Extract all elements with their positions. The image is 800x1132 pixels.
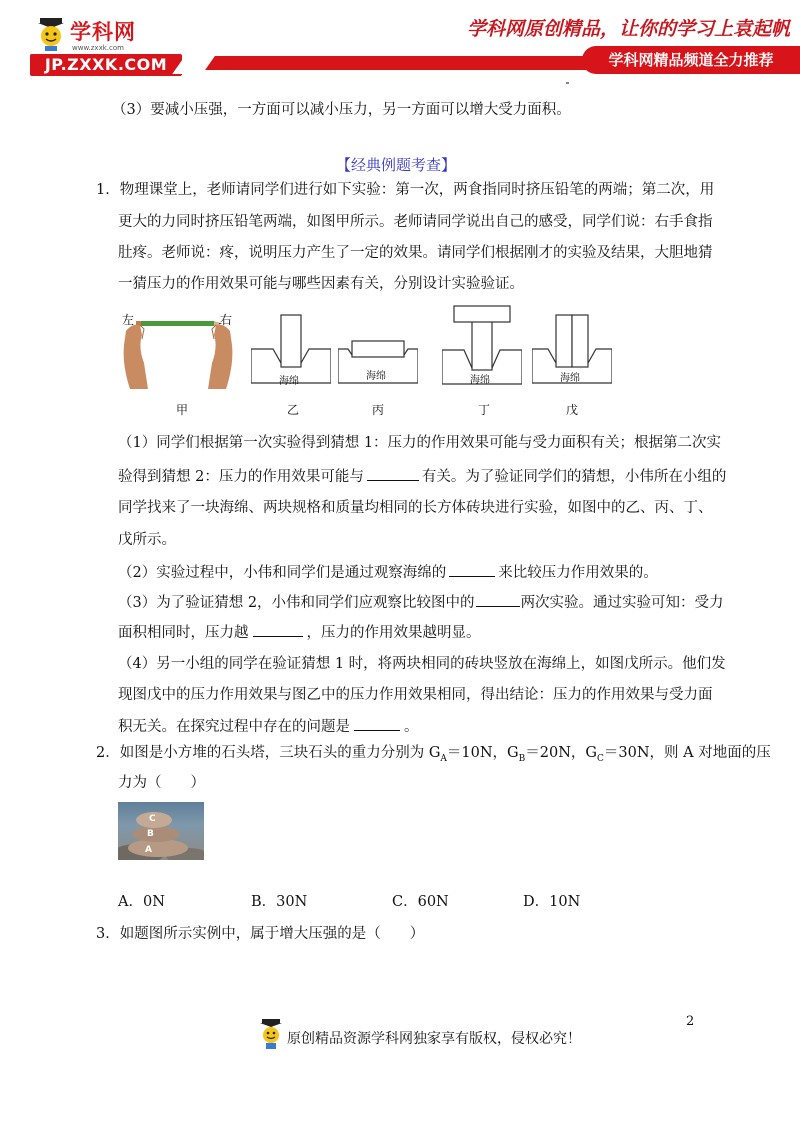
left-label: 左: [122, 313, 135, 327]
copyright-text: 原创精品资源学科网独家享有版权，侵权必究！: [287, 1031, 581, 1047]
stone-label-a: A: [145, 845, 152, 855]
caption-wu: 戊: [566, 403, 579, 417]
page-header: [0, 0, 800, 80]
q1-sub3-line-a: （3）为了验证猜想 2，小伟和同学们应观察比较图中的 两次实验。通过实验可知：受力: [118, 595, 724, 611]
answer-blank-5[interactable]: [354, 719, 400, 731]
stone-label-b: B: [147, 829, 154, 839]
q1-sub4-line-a: （4）另一小组的同学在验证猜想 1 时，将两块相同的砖块竖放在海绵上，如图戊所示。他们发: [118, 656, 726, 672]
q2-line-1: 2．如图是小方堆的石头塔，三块石头的重力分别为 $G_A=10N$，$G_B=20N$，$G_C=30N$，则 A 对地面的压: [96, 745, 771, 764]
sponge-label-wu: 海绵: [560, 373, 580, 384]
page-footer: [255, 1018, 615, 1052]
header-tag: 学科网精品频道全力推荐: [582, 46, 800, 74]
page-number: 2: [686, 1014, 695, 1029]
figure-jia: [118, 305, 238, 395]
q1-line-2: 更大的力同时挤压铅笔两端，如图甲所示。老师请同学说出自己的感受，同学们说：右手食指: [118, 214, 713, 230]
stone-label-c: C: [149, 814, 156, 824]
answer-blank-1[interactable]: [367, 469, 419, 481]
caption-yi: 乙: [287, 403, 300, 417]
q1-sub2-line: （2）实验过程中，小伟和同学们是通过观察海绵的 来比较压力作用效果的。: [118, 565, 658, 581]
right-label: 右: [220, 313, 233, 327]
q1-line-4: 一猜压力的作用效果可能与哪些因素有关，分别设计实验验证。: [118, 276, 524, 292]
zxxk-logo[interactable]: [30, 14, 190, 74]
q1-line-1: 1．物理课堂上，老师请同学们进行如下实验：第一次，两食指同时挤压铅笔的两端；第二次，用: [96, 182, 715, 198]
q1-sub1-line-a: （1）同学们根据第一次实验得到猜想 1：压力的作用效果可能与受力面积有关；根据第二次实: [118, 435, 722, 451]
q1-sub1-line-b: 验得到猜想 2：压力的作用效果可能与 有关。为了验证同学们的猜想，小伟所在小组的: [118, 469, 727, 485]
sponge-label-bing: 海绵: [366, 371, 386, 382]
section-title: 【经典例题考查】: [336, 156, 457, 174]
logo-domain: JP.ZXXK.COM: [30, 54, 182, 76]
caption-bing: 丙: [372, 403, 385, 417]
q2-option-d[interactable]: D．10N: [523, 894, 581, 910]
answer-blank-4[interactable]: [253, 625, 303, 637]
q2-line-2: 力为（ ）: [118, 775, 205, 791]
q2-option-a[interactable]: A．0N: [118, 894, 165, 910]
q2-option-c[interactable]: C．60N: [392, 894, 449, 910]
stone-tower-icon: [118, 802, 204, 860]
sponge-label-ding: 海绵: [470, 375, 490, 386]
q2-option-b[interactable]: B．30N: [251, 894, 308, 910]
caption-jia: 甲: [176, 403, 189, 417]
q1-sub4-line-c: 积无关。在探究过程中存在的问题是 。: [118, 719, 419, 735]
q3-line: 3．如题图所示实例中，属于增大压强的是（ ）: [96, 926, 425, 942]
answer-blank-3[interactable]: [476, 595, 520, 607]
sponge-label-yi: 海绵: [279, 376, 299, 387]
mascot-footer-icon: [257, 1018, 285, 1052]
answer-blank-2[interactable]: [449, 565, 495, 577]
intro-point-3: （3）要减小压强，一方面可以减小压力，另一方面可以增大受力面积。: [112, 102, 571, 118]
q1-sub1-line-d: 戊所示。: [118, 532, 176, 548]
q1-sub4-line-b: 现图戊中的压力作用效果与图乙中的压力作用效果相同，得出结论：压力的作用效果与受力面: [118, 687, 713, 703]
q1-line-3: 肚疼。老师说：疼，说明压力产生了一定的效果。请同学们根据刚才的实验及结果，大胆地猜: [118, 245, 713, 261]
header-slogan: 学科网原创精品，让你的学习上袁起帆: [466, 18, 790, 40]
caption-ding: 丁: [478, 403, 491, 417]
q1-sub3-line-b: 面积相同时，压力越 ，压力的作用效果越明显。: [118, 625, 481, 641]
logo-url-small: www.zxxk.com: [72, 44, 124, 52]
q1-sub1-line-c: 同学找来了一块海绵、两块规格和质量均相同的长方体砖块进行实验，如图中的乙、丙、丁、: [118, 500, 713, 516]
decorative-dot: [566, 82, 569, 84]
logo-text: 学科网: [70, 20, 136, 44]
mascot-icon: [34, 16, 68, 52]
stone-tower-photo: [118, 802, 204, 860]
